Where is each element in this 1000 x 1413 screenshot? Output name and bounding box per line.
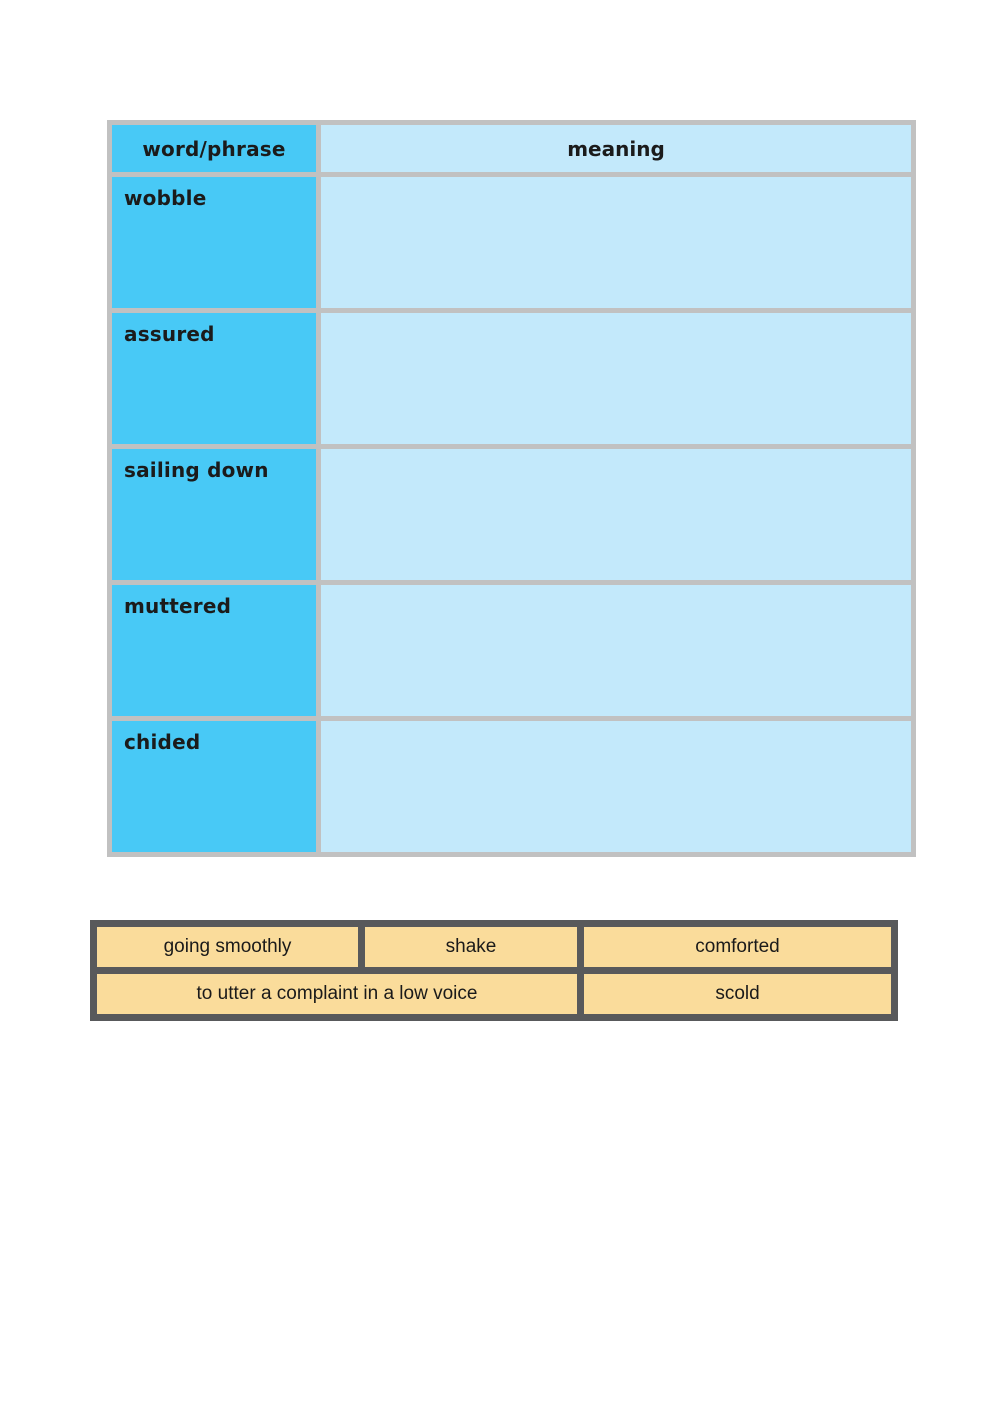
word-cell-wobble: wobble [112,177,316,308]
table-header-word-phrase: word/phrase [112,125,316,172]
word-cell-muttered: muttered [112,585,316,716]
meaning-dropzone-assured[interactable] [321,313,911,444]
word-bank-chip-scold[interactable]: scold [584,974,891,1014]
word-cell-chided: chided [112,721,316,852]
word-bank-chip-comforted[interactable]: comforted [584,927,891,967]
word-bank-chip-to-utter-a-complaint[interactable]: to utter a complaint in a low voice [97,974,577,1014]
table-header-meaning: meaning [321,125,911,172]
word-cell-assured: assured [112,313,316,444]
word-bank [90,920,898,1021]
word-bank-chip-going-smoothly[interactable]: going smoothly [97,927,358,967]
meaning-dropzone-wobble[interactable] [321,177,911,308]
word-bank-chip-shake[interactable]: shake [365,927,577,967]
meaning-dropzone-sailing-down[interactable] [321,449,911,580]
vocabulary-table [107,120,916,857]
meaning-dropzone-muttered[interactable] [321,585,911,716]
meaning-dropzone-chided[interactable] [321,721,911,852]
word-cell-sailing-down: sailing down [112,449,316,580]
